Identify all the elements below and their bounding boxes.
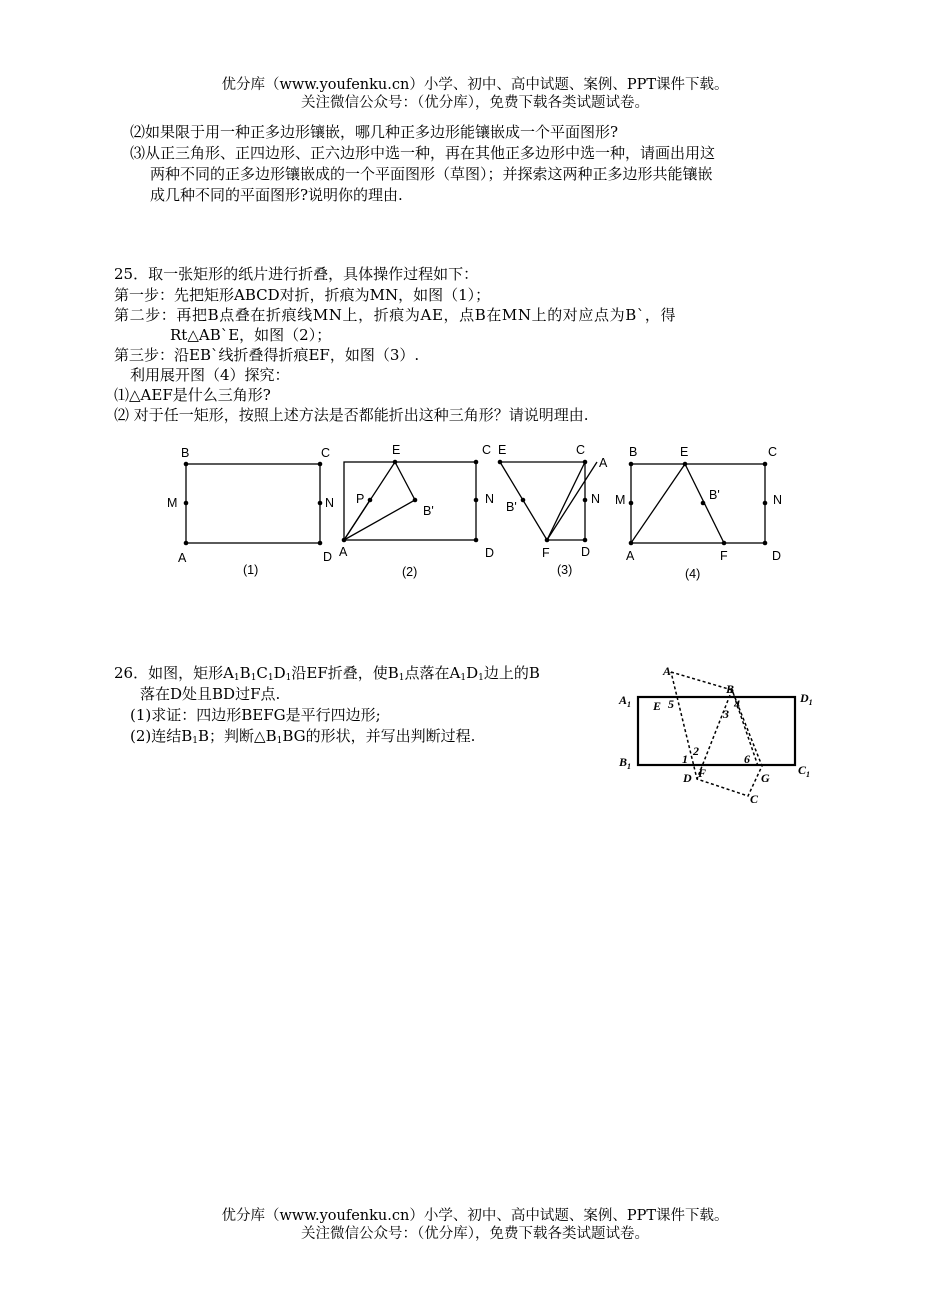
fig2-label-C: C xyxy=(482,443,492,457)
fig1-label-A: A xyxy=(178,551,187,565)
fig2-label-E: E xyxy=(392,443,401,457)
fig26-label-B: B xyxy=(726,682,735,696)
q25-explore: 利用展开图（4）探究： xyxy=(130,366,290,384)
fig26-angle-6: 6 xyxy=(744,752,750,766)
fig3-caption: (3) xyxy=(557,563,573,577)
q25-part2: ⑵ 对于任一矩形，按照上述方法是否都能折出这种三角形？请说明理由. xyxy=(114,406,589,424)
q26-figure xyxy=(610,660,850,810)
q25-part1: ⑴△AEF是什么三角形? xyxy=(114,386,271,404)
q26-part2: (2)连结$B_1B$；判断$\triangle B_1BG$的形状，并写出判断过程. xyxy=(130,727,476,746)
q25-step2-line2: Rt△AB`E，如图（2）； xyxy=(170,326,332,344)
q26-part1: (1)求证：四边形BEFG是平行四边形; xyxy=(130,706,381,724)
fig2-label-A: A xyxy=(339,545,348,559)
header-line-2: 关注微信公众号：（优分库），免费下载各类试题试卷。 xyxy=(301,95,649,111)
fig4-label-C: C xyxy=(768,445,778,459)
fig4-label-M: M xyxy=(615,493,626,507)
fig3-label-C: C xyxy=(576,443,586,457)
fig3-label-D: D xyxy=(581,545,591,559)
fig26-label-B1: $B_1$ xyxy=(619,755,632,771)
fig26-label-D: D xyxy=(683,771,692,785)
fig4-label-D: D xyxy=(772,549,782,563)
fig4-label-Bprime: B' xyxy=(709,488,720,502)
fig3-label-A: A xyxy=(599,456,608,470)
fig1-label-D: D xyxy=(323,550,333,564)
fig1-label-M: M xyxy=(167,496,178,510)
fig26-label-A1: $A_1$ xyxy=(619,693,632,709)
fig26-label-C1: $C_1$ xyxy=(798,763,811,779)
fig3-label-F: F xyxy=(542,546,550,560)
fig4-label-B: B xyxy=(629,445,638,459)
q25-figures xyxy=(0,0,950,600)
footer-line-2: 关注微信公众号：（优分库），免费下载各类试题试卷。 xyxy=(301,1226,649,1242)
fig3-label-E: E xyxy=(498,443,507,457)
fig4-label-N: N xyxy=(773,493,783,507)
fig2-label-D: D xyxy=(485,546,495,560)
fig2-caption: (2) xyxy=(402,565,418,579)
fig2-fold-lines xyxy=(344,462,415,540)
q25-step2-line1: 第二步：再把B点叠在折痕线MN上，折痕为AE，点B在MN上的对应点为B`，得 xyxy=(114,306,677,324)
fig4-label-A: A xyxy=(626,549,635,563)
q25-intro: 25．取一张矩形的纸片进行折叠，具体操作过程如下： xyxy=(114,265,479,283)
fig26-angle-1: 1 xyxy=(682,752,688,766)
header-line-1: 优分库（www.youfenku.cn）小学、初中、高中试题、案例、PPT课件下载。 xyxy=(221,77,729,93)
fig26-label-C: C xyxy=(750,792,759,806)
fig1-label-N: N xyxy=(325,496,335,510)
fig4-label-F: F xyxy=(720,549,728,563)
fig26-label-F: F xyxy=(698,766,707,780)
fig26-angle-2: 2 xyxy=(693,744,699,758)
q24-part2: ⑵如果限于用一种正多边形镶嵌，哪几种正多边形能镶嵌成一个平面图形? xyxy=(130,123,619,141)
fig26-label-A: A xyxy=(663,664,672,678)
fig2-label-Bprime: B' xyxy=(423,504,434,518)
q24-part3-line1: ⑶从正三角形、正四边形、正六边形中选一种，再在其他正多边形中选一种，请画出用这 xyxy=(130,144,716,162)
q25-step3: 第三步：沿EB`线折叠得折痕EF，如图（3）. xyxy=(114,346,420,364)
fig1-label-B: B xyxy=(181,446,190,460)
fig2-label-N: N xyxy=(485,492,495,506)
fig1-rectangle xyxy=(186,464,320,543)
fig26-label-G: G xyxy=(761,771,770,785)
q24-part3-line2: 两种不同的正多边形镶嵌成的一个平面图形（草图）；并探索这两种正多边形共能镶嵌 xyxy=(150,165,713,183)
fig1-caption: (1) xyxy=(243,563,259,577)
fig4-caption: (4) xyxy=(685,567,701,581)
q25-step1: 第一步：先把矩形ABCD对折，折痕为MN，如图（1）； xyxy=(114,286,491,304)
fig3-label-Bprime: B' xyxy=(506,500,517,514)
fig1-label-C: C xyxy=(321,446,331,460)
footer-line-1: 优分库（www.youfenku.cn）小学、初中、高中试题、案例、PPT课件下载。 xyxy=(221,1208,729,1224)
fig3-label-N: N xyxy=(591,492,601,506)
fig2-label-P: P xyxy=(356,492,365,506)
fig26-angle-3: 3 xyxy=(723,707,729,721)
q24-part3-line3: 成几种不同的平面图形?说明你的理由. xyxy=(150,186,403,204)
fig4-rectangle xyxy=(631,464,765,543)
fig26-rectangle xyxy=(638,697,795,765)
fig4-label-E: E xyxy=(680,445,689,459)
fig26-label-D1: $D_1$ xyxy=(800,691,813,707)
q26-line1: 26．如图，矩形$A_1B_1C_1D_1$沿EF折叠，使$B_1$点落在$A_1D_1$边上的B xyxy=(114,664,540,683)
fig26-label-E: E xyxy=(653,699,662,713)
fig26-angle-4: 4 xyxy=(734,697,740,711)
fig26-angle-5: 5 xyxy=(668,697,674,711)
q26-line2: 落在D处且BD过F点. xyxy=(140,685,281,703)
